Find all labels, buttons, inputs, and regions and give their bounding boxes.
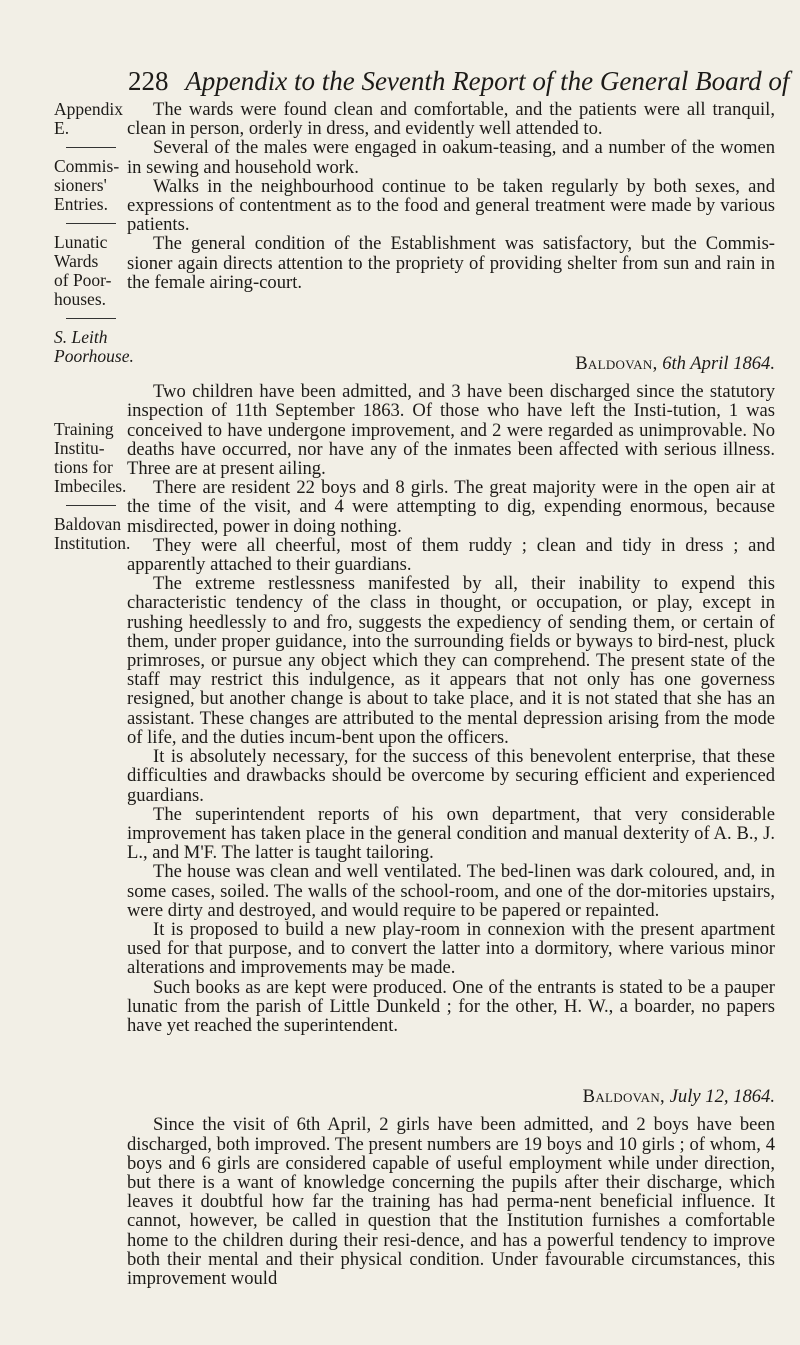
dateline-april (127, 354, 775, 373)
paragraph: Several of the males were engaged in oakum-teasing, and a number of the women in sewing and household work. (127, 137, 775, 178)
margin-note-commissioners-entries: Commis-sioners' Entries. (54, 156, 120, 214)
dateline-place: Baldovan, (582, 1086, 665, 1108)
margin-note-lunatic-wards: Lunatic Wards of Poor-houses. (54, 232, 112, 309)
margin-note-leith-poorhouse: S. Leith Poorhouse. (54, 327, 134, 366)
dateline-place: Baldovan, (575, 353, 658, 375)
margin-note-baldovan: Baldovan Institution. (54, 514, 131, 553)
paragraph: Walks in the neighbourhood continue to be taken regularly by both sexes, and expressions of contentment as to the food and general treatment were made by various patients. (127, 175, 775, 236)
paragraph: They were all cheerful, most of them ruddy ; clean and tidy in dress ; and apparently attached to their guardians. (127, 534, 775, 576)
paragraph: Two children have been admitted, and 3 have been discharged since the statutory inspection of 11th September 1863. Of those who have left the Insti-tution, 1 was conceived to have undergone improvement, and 2 were regarded as unimprovable. No deaths have occurred, nor have any of the inmates been affected with serious illness. Three are at present ailing. (127, 381, 775, 480)
margin-note-appendix: Appendix E. (54, 99, 124, 138)
paragraph: Such books as are kept were produced. One of the entrants is stated to be a pauper lunatic from the parish of Little Dunkeld ; for the other, H. W., a boarder, no papers have yet reached the superintendent. (127, 976, 775, 1036)
paragraph: The superintendent reports of his own department, that very considerable improvement has taken place in the general condition and manual dexterity of A. B., J. L., and M'F. The latter is taught tailoring. (127, 803, 775, 864)
margin-notes (54, 99, 134, 553)
paragraph: The house was clean and well ventilated. The bed-linen was dark coloured, and, in some cases, soiled. The walls of the school-room, and one of the dor-mitories upstairs, were dirty and destroyed, and would require to be papered or repainted. (127, 861, 775, 921)
dateline-july (127, 1087, 775, 1106)
paragraph: The wards were found clean and comfortable, and the patients were all tranquil, clean in person, orderly in dress, and evidently well attended to. (127, 99, 775, 140)
margin-divider (66, 147, 116, 148)
running-header (128, 66, 790, 96)
paragraph: The general condition of the Establishment was satisfactory, but the Commis-sioner again directs attention to the propriety of providing shelter from sun and rain in the female airing-court. (127, 233, 775, 293)
paragraph: It is proposed to build a new play-room in connexion with the present apartment used for that purpose, and to convert the latter into a dormitory, where various minor alterations and improvements may be made. (127, 918, 775, 979)
dateline-date: July 12, 1864. (669, 1086, 775, 1108)
paragraph: Since the visit of 6th April, 2 girls have been admitted, and 2 boys have been discharged, both improved. The present numbers are 19 boys and 10 girls ; of whom, 4 boys and 6 girls are considered capable of useful employment while under direction, but there is a want of knowledge concerning the pupils after their discharge, which leaves it doubtful how far the training has had perma-nent beneficial influence. It cannot, however, be called in question that the Institution furnishes a comfortable home to the children during their resi-dence, and has a powerful tendency to improve both their mental and their physical condition. Under favourable circumstances, this improvement would (127, 1114, 775, 1289)
paragraph: There are resident 22 boys and 8 girls. The great majority were in the open air at the time of the visit, and 4 were attempting to dig, expending enormous, because misdirected, power in doing nothing. (127, 477, 775, 537)
dateline-date: 6th April 1864. (662, 353, 775, 375)
margin-divider (66, 505, 116, 506)
margin-divider (66, 318, 116, 319)
running-title: Appendix to the Seventh Report of the General Board of (185, 66, 790, 96)
margin-note-training-institutions: Training Institu-tions for Imbeciles. (54, 419, 127, 496)
paragraph: It is absolutely necessary, for the success of this benevolent enterprise, that these difficulties and drawbacks should be overcome by securing efficient and experienced guardians. (127, 746, 775, 806)
margin-divider (66, 223, 116, 224)
page-number: 228 (128, 66, 169, 96)
main-text (127, 100, 775, 1288)
paragraph: The extreme restlessness manifested by all, their inability to expend this characteristic tendency of the class in thought, or occupation, or play, except in rushing heedlessly to and fro, suggests the expediency of sending them, or certain of them, under proper guidance, into the surrounding fields or byways to bird-nest, pluck primroses, or pursue any object which they can comprehend. The present state of the staff may restrict this indulgence, as it appears that not only has one governess resigned, but another change is about to take place, and it is not stated that she has an assistant. These changes are attributed to the mental depression arising from the mode of life, and the duties incum-bent upon the officers. (127, 573, 775, 748)
